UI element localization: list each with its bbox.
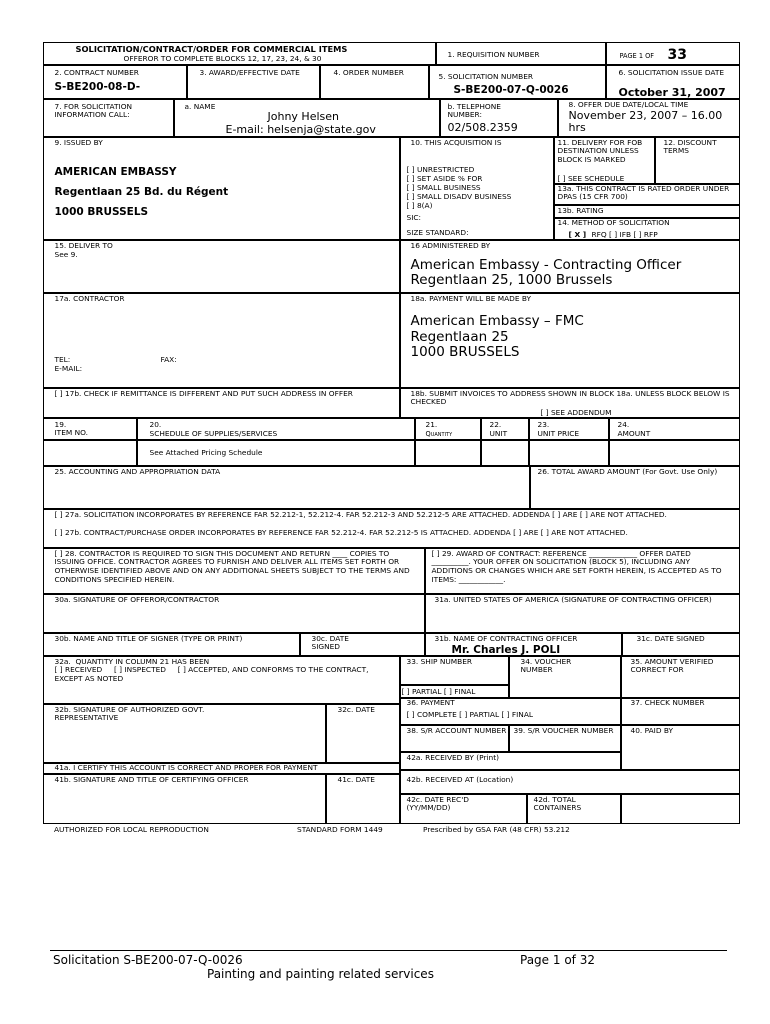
title-cell bbox=[43, 42, 436, 65]
solicitation-number-cell bbox=[429, 65, 606, 99]
co-signature-label: 31a. UNITED STATES OF AMERICA (SIGNATURE OF CONTRACTING OFFICER) bbox=[434, 594, 712, 604]
administered-by-cell bbox=[400, 240, 740, 293]
received-at-label: 42b. RECEIVED AT (Location) bbox=[406, 774, 514, 784]
contractor-email: E-MAIL: bbox=[54, 363, 83, 373]
paid-by-cell bbox=[621, 725, 740, 770]
rated-label: 13a. THIS CONTRACT IS RATED ORDER UNDER DPAS (15 CFR 700) bbox=[557, 183, 730, 202]
unit-price-num: 23. bbox=[537, 419, 550, 429]
rating-cell bbox=[554, 205, 740, 218]
payment-36-options: [ ] COMPLETE [ ] PARTIAL [ ] FINAL bbox=[406, 709, 534, 719]
page-count-cell bbox=[606, 42, 740, 65]
issue-date-value: October 31, 2007 bbox=[618, 85, 726, 99]
solicitation-number-label: 5. SOLICITATION NUMBER bbox=[438, 71, 534, 81]
unit-price-header bbox=[529, 418, 609, 440]
contract-number-label: 2. CONTRACT NUMBER bbox=[54, 67, 139, 77]
signer-name-cell bbox=[43, 633, 300, 656]
unit-label: UNIT bbox=[489, 428, 508, 438]
verified-cell bbox=[621, 656, 740, 698]
contact-name-label: a. NAME bbox=[184, 101, 216, 111]
form-subtitle: OFFEROR TO COMPLETE BLOCKS 12, 17, 23, 24, & 30 bbox=[123, 53, 322, 63]
schedule-unit-cell bbox=[481, 440, 529, 466]
form-title: SOLICITATION/CONTRACT/ORDER FOR COMMERCIAL ITEMS bbox=[75, 43, 348, 54]
issue-date-cell bbox=[606, 65, 740, 99]
issued-by-line1: AMERICAN EMBASSY bbox=[54, 165, 177, 178]
offer-due-label: 8. OFFER DUE DATE/LOCAL TIME bbox=[568, 99, 689, 109]
offer-due-value: November 23, 2007 – 16.00 hrs bbox=[568, 108, 723, 134]
date-received-cell bbox=[400, 794, 527, 824]
total-award-label: 26. TOTAL AWARD AMOUNT (For Govt. Use Only) bbox=[537, 466, 718, 476]
received-by-label: 42a. RECEIVED BY (Print) bbox=[406, 752, 500, 762]
amount-label: AMOUNT bbox=[617, 428, 651, 438]
contract-number-cell bbox=[43, 65, 187, 99]
issued-by-cell bbox=[43, 137, 400, 240]
footer-solicitation: Solicitation S-BE200-07-Q-0026 bbox=[53, 953, 243, 967]
supplies-label: SCHEDULE OF SUPPLIES/SERVICES bbox=[149, 428, 278, 438]
contract-number-value: S-BE200-08-D- bbox=[54, 80, 141, 93]
order-number-cell bbox=[320, 65, 429, 99]
method-label: 14. METHOD OF SOLICITATION bbox=[557, 217, 670, 227]
ship-number-label: 33. SHIP NUMBER bbox=[406, 656, 473, 666]
offeror-signature-label: 30a. SIGNATURE OF OFFEROR/CONTRACTOR bbox=[54, 594, 220, 604]
schedule-supplies-cell bbox=[137, 440, 415, 466]
method-rfq-checked: [ X ] bbox=[568, 229, 587, 239]
item-no-header bbox=[43, 418, 137, 440]
quantity-accepted-label: 32a. QUANTITY IN COLUMN 21 HAS BEEN [ ] RECEIVED [ ] INSPECTED [ ] ACCEPTED, AND CONFORMS TO THE CONTRACT, EXCEPT AS NOTED bbox=[54, 656, 369, 683]
received-by-cell bbox=[400, 752, 621, 770]
clauses-cell bbox=[43, 509, 740, 548]
footer-page: Page 1 of 32 bbox=[520, 953, 595, 967]
telephone-cell bbox=[440, 99, 558, 137]
check-number-cell bbox=[621, 698, 740, 725]
check-number-label: 37. CHECK NUMBER bbox=[630, 697, 705, 707]
co-name-label: 31b. NAME OF CONTRACTING OFFICER bbox=[434, 633, 578, 643]
co-signature-cell bbox=[425, 594, 740, 633]
block28-text: [ ] 28. CONTRACTOR IS REQUIRED TO SIGN THIS DOCUMENT AND RETURN ____ COPIES TO ISSUING OFFICE. CONTRACTOR AGREES TO FURNISH AND DELIVER ALL ITEMS SET FORTH OR OTHERWISE IDENTIFIED ABOVE AND ON ANY ADDITIONAL SHEETS SUBJECT TO THE TERMS AND CONDITIONS SPECIFIED HEREIN. bbox=[54, 548, 410, 584]
co-name-value: Mr. Charles J. POLI bbox=[451, 643, 561, 656]
issue-date-label: 6. SOLICITATION ISSUE DATE bbox=[618, 67, 725, 77]
certify-cell bbox=[43, 763, 400, 774]
acquisition-set-aside: [ ] SET ASIDE % FOR bbox=[406, 173, 483, 183]
signer-date-cell bbox=[300, 633, 425, 656]
clause-27b: [ ] 27b. CONTRACT/PURCHASE ORDER INCORPORATES BY REFERENCE FAR 52.212-4. FAR 52.212-5 IS ATTACHED. ADDENDA [ ] ARE [ ] ARE NOT ATTACHED. bbox=[54, 527, 628, 537]
schedule-quantity-cell bbox=[415, 440, 481, 466]
certifying-officer-label: 41b. SIGNATURE AND TITLE OF CERTIFYING OFFICER bbox=[54, 774, 249, 784]
page-label: PAGE 1 OF bbox=[619, 51, 655, 60]
govt-rep-signature-label: 32b. SIGNATURE OF AUTHORIZED GOVT. REPRESENTATIVE bbox=[54, 704, 205, 723]
contractor-cell bbox=[43, 293, 400, 388]
payment-36-cell bbox=[400, 698, 621, 725]
order-number-label: 4. ORDER NUMBER bbox=[333, 67, 404, 77]
supplies-header bbox=[137, 418, 415, 440]
payment-line3: 1000 BRUSSELS bbox=[410, 343, 520, 360]
block29-text: [ ] 29. AWARD OF CONTRACT: REFERENCE _____________ OFFER DATED __________. YOUR OFFER ON SOLICITATION (BLOCK 5), INCLUDING ANY ADDITIONS OR CHANGES WHICH ARE SET FORTH HEREIN, IS ACCEPTED AS TO ITEMS: ____________. bbox=[431, 548, 722, 584]
signer-date-label: 30c. DATE SIGNED bbox=[311, 633, 349, 652]
schedule-row-text: See Attached Pricing Schedule bbox=[149, 447, 263, 457]
quantity-header bbox=[415, 418, 481, 440]
sf1449-form bbox=[43, 42, 740, 824]
contact-email-value: E-mail: helsenja@state.gov bbox=[225, 122, 376, 136]
partial-final-label: [ ] PARTIAL [ ] FINAL bbox=[401, 686, 476, 696]
accounting-label: 25. ACCOUNTING AND APPROPRIATION DATA bbox=[54, 466, 221, 476]
item-no-num: 19. ITEM NO. bbox=[54, 419, 88, 438]
supplies-num: 20. bbox=[149, 419, 162, 429]
certify-label: 41a. I CERTIFY THIS ACCOUNT IS CORRECT AND PROPER FOR PAYMENT bbox=[54, 762, 318, 772]
remittance-cell bbox=[43, 388, 400, 418]
administered-by-label: 16 ADMINISTERED BY bbox=[410, 240, 491, 250]
payment-line2: Regentlaan 25 bbox=[410, 328, 509, 345]
amount-header bbox=[609, 418, 740, 440]
remittance-label: [ ] 17b. CHECK IF REMITTANCE IS DIFFERENT AND PUT SUCH ADDRESS IN OFFER bbox=[54, 388, 353, 398]
contractor-label: 17a. CONTRACTOR bbox=[54, 293, 125, 303]
offer-due-cell bbox=[558, 99, 740, 137]
sr-account-cell bbox=[400, 725, 509, 752]
standard-form-number: STANDARD FORM 1449 bbox=[297, 825, 383, 834]
issued-by-label: 9. ISSUED BY bbox=[54, 137, 103, 147]
verified-label: 35. AMOUNT VERIFIED CORRECT FOR bbox=[630, 656, 714, 675]
page-total: 33 bbox=[667, 46, 687, 63]
sr-voucher-label: 39. S/R VOUCHER NUMBER bbox=[513, 725, 614, 735]
clause-27a: [ ] 27a. SOLICITATION INCORPORATES BY REFERENCE FAR 52.212-1, 52.212-4. FAR 52.212-3 AND 52.212-5 ARE ATTACHED. ADDENDA [ ] ARE [ ] ARE NOT ATTACHED. bbox=[54, 509, 667, 519]
block29-cell bbox=[425, 548, 740, 594]
sr-account-label: 38. S/R ACCOUNT NUMBER bbox=[406, 725, 507, 735]
acquisition-unrestricted: [ ] UNRESTRICTED bbox=[406, 164, 475, 174]
co-name-cell bbox=[425, 633, 622, 656]
accounting-cell bbox=[43, 466, 530, 509]
delivery-label: 11. DELIVERY FOR FOB DESTINATION UNLESS BLOCK IS MARKED bbox=[557, 137, 643, 165]
block28-cell bbox=[43, 548, 425, 594]
certifying-date-cell bbox=[326, 774, 400, 824]
telephone-label: b. TELEPHONE NUMBER: bbox=[447, 101, 501, 120]
delivery-see-schedule: [ ] SEE SCHEDULE bbox=[557, 173, 625, 183]
invoices-addendum: [ ] SEE ADDENDUM bbox=[540, 407, 612, 417]
contact-name-value: Johny Helsen bbox=[267, 109, 339, 123]
govt-rep-signature-cell bbox=[43, 704, 326, 763]
co-date-cell bbox=[622, 633, 740, 656]
award-date-label: 3. AWARD/EFFECTIVE DATE bbox=[199, 67, 300, 77]
info-call-cell bbox=[43, 99, 174, 137]
deliver-to-value: See 9. bbox=[54, 249, 78, 259]
telephone-value: 02/508.2359 bbox=[447, 120, 518, 134]
acquisition-sic: SIC: bbox=[406, 212, 422, 222]
acquisition-small-disadv: [ ] SMALL DISADV BUSINESS bbox=[406, 191, 512, 201]
payment-line1: American Embassy – FMC bbox=[410, 312, 584, 329]
signer-name-label: 30b. NAME AND TITLE OF SIGNER (TYPE OR PRINT) bbox=[54, 633, 243, 643]
unit-header bbox=[481, 418, 529, 440]
schedule-item-cell bbox=[43, 440, 137, 466]
info-call-label: 7. FOR SOLICITATION INFORMATION CALL: bbox=[54, 101, 133, 120]
certifying-officer-cell bbox=[43, 774, 326, 824]
govt-rep-date-label: 32c. DATE bbox=[337, 704, 375, 714]
issued-by-line2: Regentlaan 25 Bd. du Régent bbox=[54, 185, 229, 198]
contractor-fax: FAX: bbox=[160, 354, 177, 364]
issued-by-line3: 1000 BRUSSELS bbox=[54, 205, 149, 218]
rating-label: 13b. RATING bbox=[557, 205, 604, 215]
acquisition-cell bbox=[400, 137, 554, 240]
offeror-signature-cell bbox=[43, 594, 425, 633]
amount-num: 24. bbox=[617, 419, 630, 429]
acquisition-8a: [ ] 8(A) bbox=[406, 200, 433, 210]
item-no-label bbox=[55, 421, 89, 439]
deliver-to-label: 15. DELIVER TO bbox=[54, 240, 113, 250]
requisition-cell bbox=[436, 42, 606, 65]
acquisition-small-business: [ ] SMALL BUSINESS bbox=[406, 182, 481, 192]
quantity-accepted-cell bbox=[43, 656, 400, 704]
schedule-amount-cell bbox=[609, 440, 740, 466]
schedule-price-cell bbox=[529, 440, 609, 466]
requisition-label: 1. REQUISITION NUMBER bbox=[447, 49, 540, 59]
footer-subject: Painting and painting related services bbox=[207, 967, 434, 981]
rated-cell bbox=[554, 184, 740, 205]
unit-price-label: UNIT PRICE bbox=[537, 428, 580, 438]
award-date-cell bbox=[187, 65, 320, 99]
paid-by-label: 40. PAID BY bbox=[630, 725, 674, 735]
containers-cell bbox=[527, 794, 621, 824]
partial-final-cell bbox=[400, 685, 509, 698]
page-footer-rule bbox=[50, 950, 727, 951]
voucher-number-cell bbox=[509, 656, 621, 698]
acquisition-size-standard: SIZE STANDARD: bbox=[406, 227, 469, 237]
total-award-cell bbox=[530, 466, 740, 509]
contact-name-cell bbox=[174, 99, 440, 137]
invoices-cell bbox=[400, 388, 740, 418]
method-cell bbox=[554, 218, 740, 240]
payment-label: 18a. PAYMENT WILL BE MADE BY bbox=[410, 293, 532, 303]
blank-lower-right-cell bbox=[621, 794, 740, 824]
prescribed-by: Prescribed by GSA FAR (48 CFR) 53.212 bbox=[423, 825, 570, 834]
deliver-to-cell bbox=[43, 240, 400, 293]
payment-cell bbox=[400, 293, 740, 388]
certifying-date-label: 41c. DATE bbox=[337, 774, 375, 784]
discount-cell bbox=[655, 137, 740, 184]
acquisition-label: 10. THIS ACQUISITION IS bbox=[410, 137, 502, 147]
method-options: RFQ [ ] IFB [ ] RFP bbox=[591, 229, 658, 239]
voucher-number-label: 34. VOUCHER NUMBER bbox=[520, 656, 572, 675]
administered-by-line1: American Embassy - Contracting Officer bbox=[410, 256, 682, 273]
ship-number-cell bbox=[400, 656, 509, 685]
solicitation-number-value: S-BE200-07-Q-0026 bbox=[453, 83, 569, 96]
discount-label: 12. DISCOUNT TERMS bbox=[663, 137, 717, 156]
invoices-label: 18b. SUBMIT INVOICES TO ADDRESS SHOWN IN BLOCK 18a. UNLESS BLOCK BELOW IS CHECKED bbox=[410, 388, 730, 407]
payment-36-label: 36. PAYMENT bbox=[406, 697, 455, 707]
delivery-cell bbox=[554, 137, 655, 184]
contractor-tel: TEL: bbox=[54, 354, 71, 364]
quantity-label: Quantity bbox=[425, 429, 453, 438]
date-received-label: 42c. DATE REC'D (YY/MM/DD) bbox=[406, 794, 469, 813]
quantity-num: 21. bbox=[425, 419, 438, 429]
received-at-cell bbox=[400, 770, 740, 794]
authorized-reproduction: AUTHORIZED FOR LOCAL REPRODUCTION bbox=[54, 825, 209, 834]
containers-label: 42d. TOTAL CONTAINERS bbox=[533, 794, 582, 813]
sr-voucher-cell bbox=[509, 725, 621, 752]
co-date-label: 31c. DATE SIGNED bbox=[636, 633, 705, 643]
govt-rep-date-cell bbox=[326, 704, 400, 763]
administered-by-line2: Regentlaan 25, 1000 Brussels bbox=[410, 271, 613, 288]
unit-num: 22. bbox=[489, 419, 502, 429]
